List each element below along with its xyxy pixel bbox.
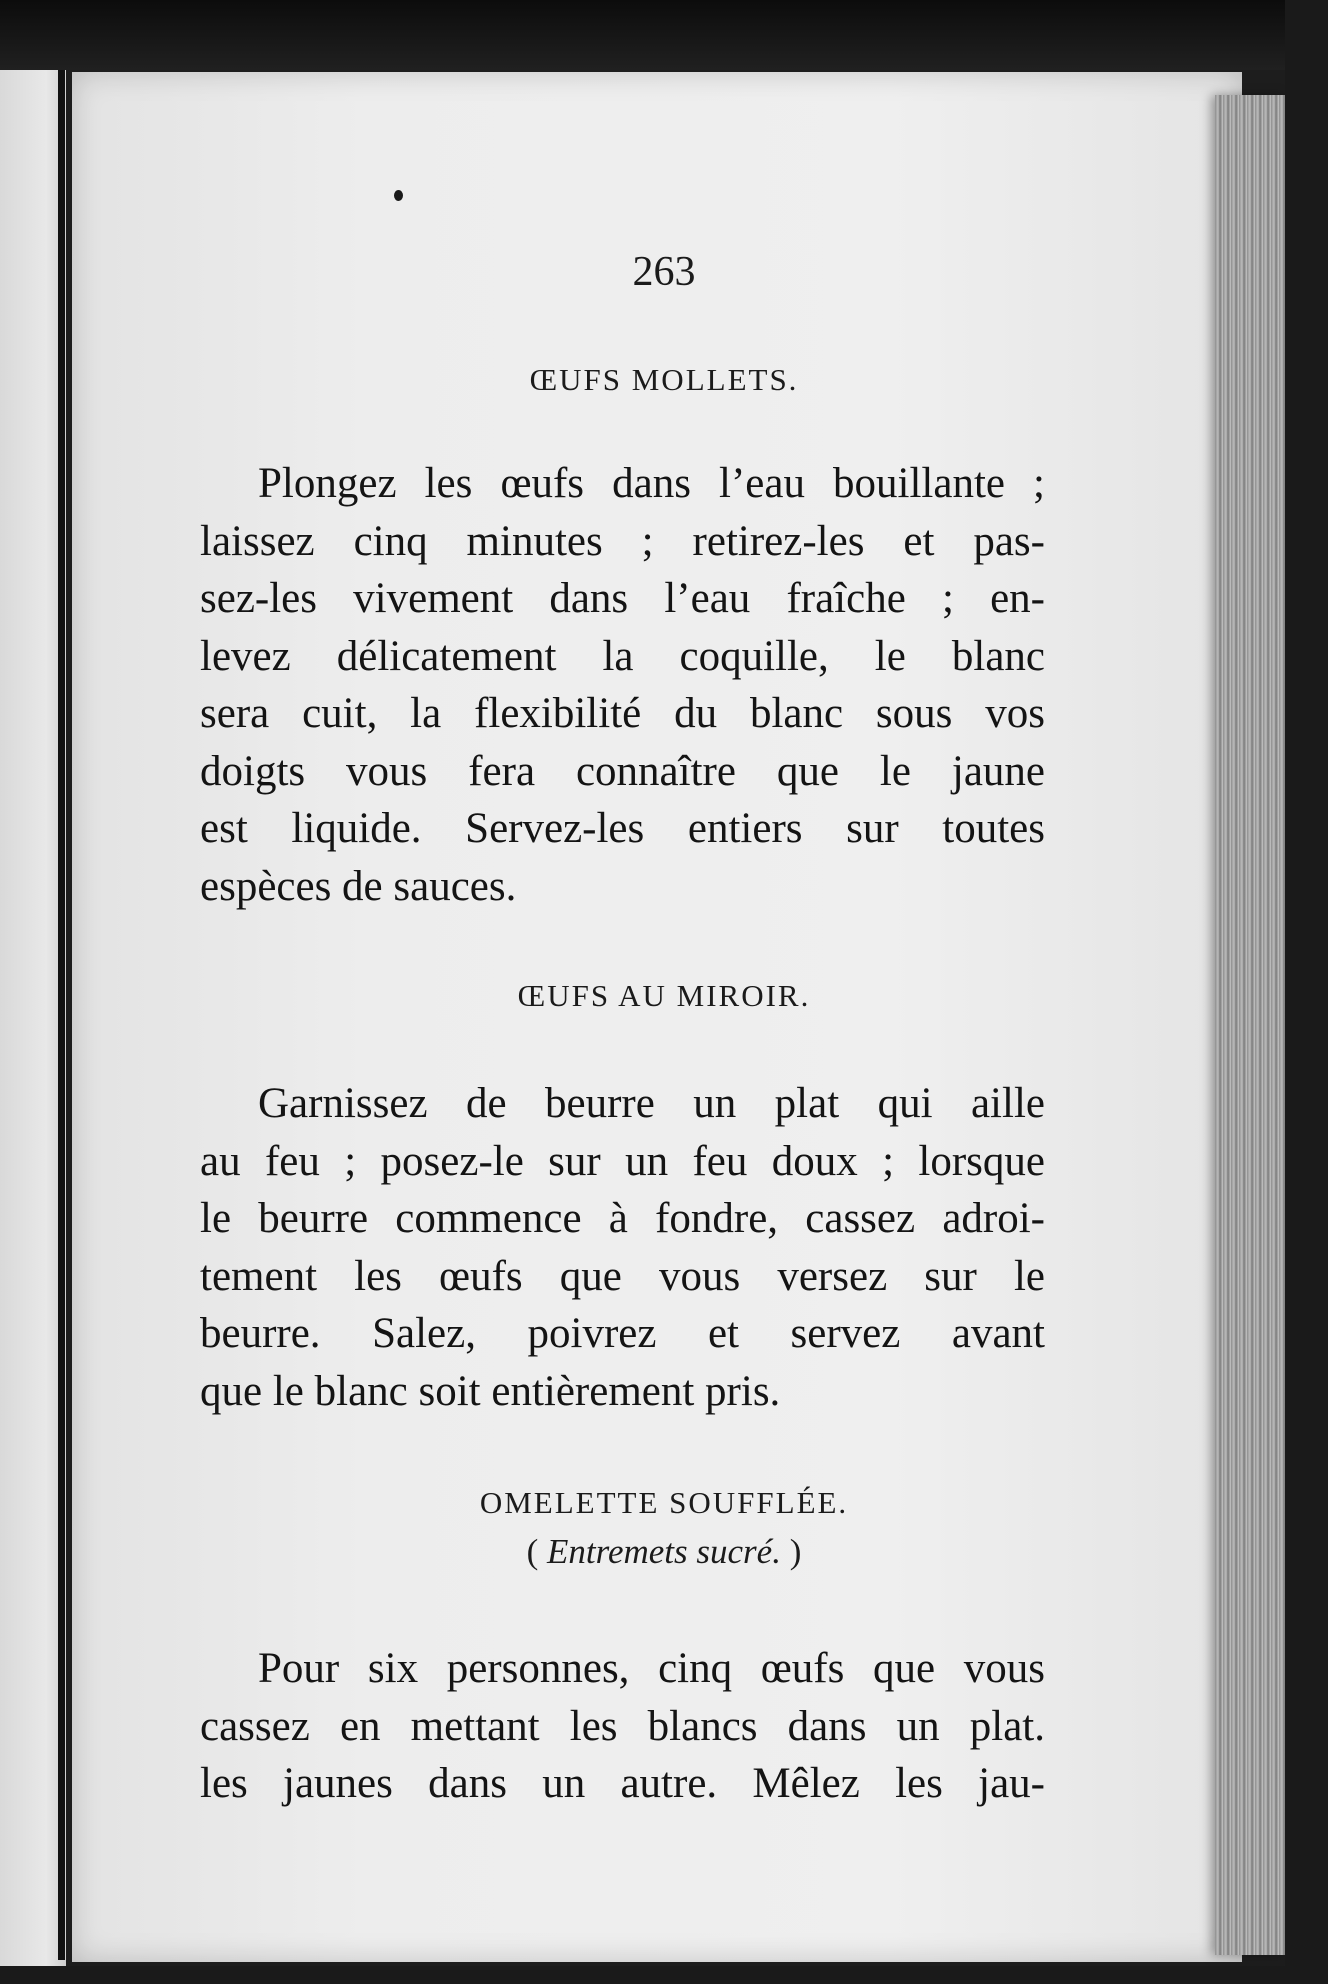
text-line: beurre. Salez, poivrez et servez avant <box>200 1310 1045 1357</box>
text-line: Garnissez de beurre un plat qui aille <box>258 1080 1045 1127</box>
text-line: est liquide. Servez-les entiers sur toutes <box>200 805 1045 852</box>
section-subtitle <box>0 1532 1328 1572</box>
text-line: espèces de sauces. <box>200 862 517 910</box>
section-body-oeufs-au-miroir <box>200 1075 1045 1420</box>
text-line: au feu ; posez-le sur un feu doux ; lorsque <box>200 1137 1045 1185</box>
text-line: sez-les vivement dans l’eau fraîche ; en- <box>200 575 1045 622</box>
text-line: que le blanc soit entièrement pris. <box>200 1367 781 1415</box>
ink-spot <box>394 190 403 201</box>
text-line: cassez en mettant les blancs dans un plat. <box>200 1702 1045 1750</box>
text-line: levez délicatement la coquille, le blanc <box>200 632 1045 680</box>
page-number: 263 <box>632 249 696 295</box>
binding-shadow <box>58 70 65 1960</box>
section-body-omelette-soufflee <box>200 1640 1045 1813</box>
section-title-oeufs-mollets: ŒUFS MOLLETS. <box>529 362 799 397</box>
subtitle-close-paren: ) <box>780 1532 802 1571</box>
section-body-oeufs-mollets <box>200 455 1045 915</box>
text-line: tement les œufs que vous versez sur le <box>200 1252 1045 1300</box>
subtitle-text: Entremets sucré. <box>547 1532 781 1571</box>
section-title-omelette-soufflee: OMELETTE SOUFFLÉE. <box>479 1485 849 1520</box>
text-line: Pour six personnes, cinq œufs que vous <box>258 1645 1045 1692</box>
text-line: laissez cinq minutes ; retirez-les et pas- <box>200 517 1045 565</box>
text-line: doigts vous fera connaître que le jaune <box>200 747 1045 795</box>
text-line: le beurre commence à fondre, cassez adroi- <box>200 1195 1045 1242</box>
text-line: Plongez les œufs dans l’eau bouillante ; <box>258 460 1045 507</box>
section-title-oeufs-au-miroir: ŒUFS AU MIROIR. <box>517 978 811 1013</box>
adjacent-page-edge <box>0 70 66 1970</box>
background-bottom <box>0 1966 1328 1984</box>
background-top <box>0 0 1328 70</box>
text-line: les jaunes dans un autre. Mêlez les jau- <box>200 1760 1045 1807</box>
subtitle-open-paren: ( <box>526 1532 548 1571</box>
text-line: sera cuit, la flexibilité du blanc sous vos <box>200 690 1045 737</box>
